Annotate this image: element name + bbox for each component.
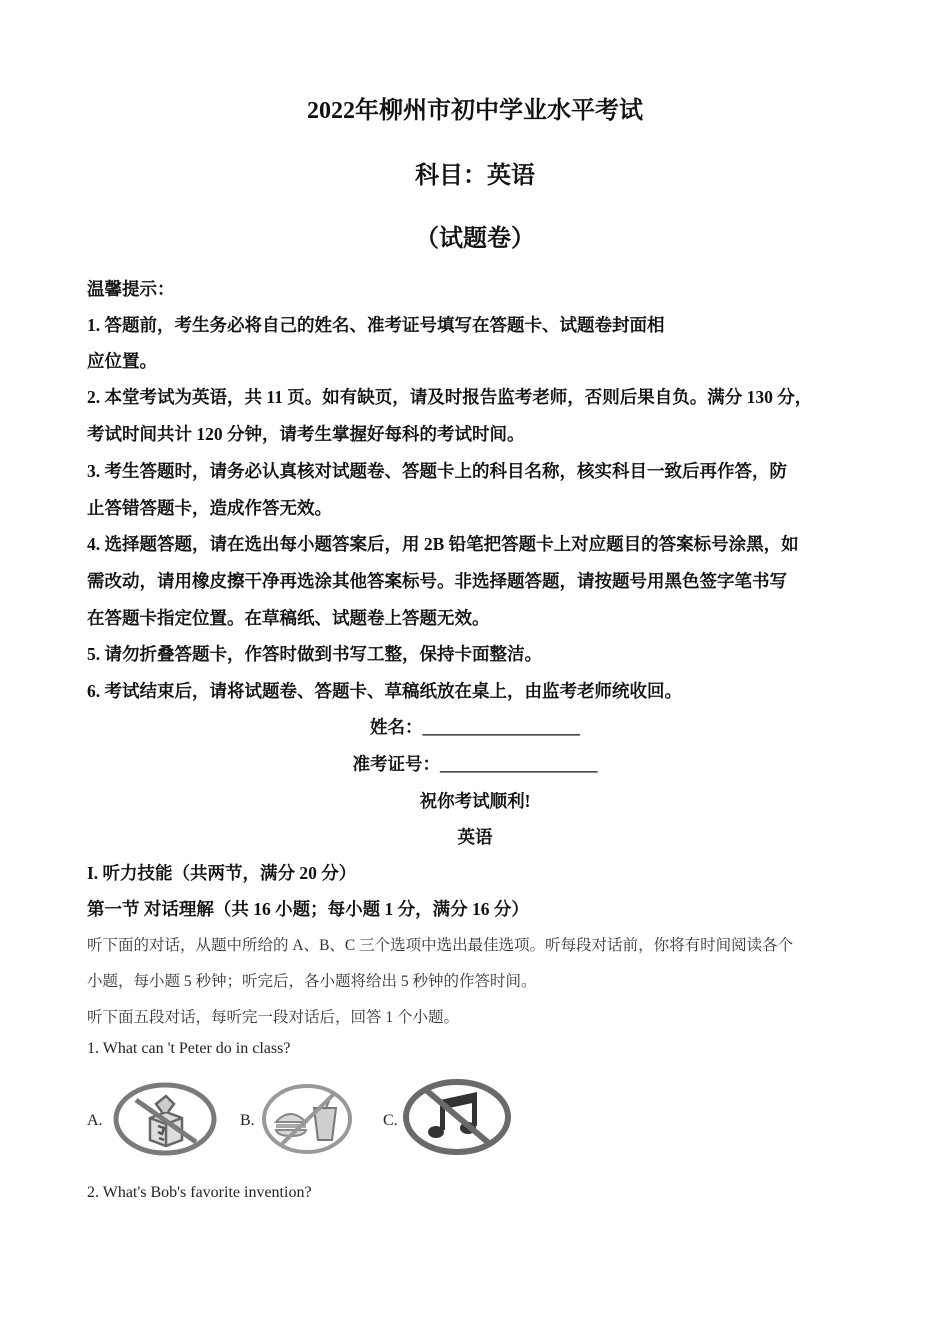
notice-line: 2. 本堂考试为英语，共 11 页。如有缺页，请及时报告监考老师，否则后果自负。满分 130 分， bbox=[87, 387, 813, 407]
option-label: C. bbox=[383, 1112, 398, 1129]
exam-number-field: 准考证号：__________________ bbox=[352, 754, 598, 774]
notice-line: 考试时间共计 120 分钟，请考生掌握好每科的考试时间。 bbox=[87, 424, 525, 444]
notice-line: 在答题卡指定位置。在草稿纸、试题卷上答题无效。 bbox=[87, 608, 490, 628]
question-text: 2. What's Bob's favorite invention? bbox=[87, 1184, 312, 1201]
good-luck-text: 祝你考试顺利! bbox=[419, 791, 531, 811]
notice-line: 5. 请勿折叠答题卡，作答时做到书写工整，保持卡面整洁。 bbox=[87, 644, 542, 664]
notice-line: 6. 考试结束后，请将试题卷、答题卡、草稿纸放在桌上，由监考老师统收回。 bbox=[87, 681, 682, 701]
no-music-icon bbox=[402, 1078, 512, 1156]
notice-line: 1. 答题前，考生务必将自己的姓名、准考证号填写在答题卡、试题卷封面相 bbox=[87, 315, 665, 335]
notice-line: 4. 选择题答题，请在选出每小题答案后，用 2B 铅笔把答题卡上对应题目的答案标号涂黑，如 bbox=[87, 534, 799, 554]
notice-line: 3. 考生答题时，请务必认真核对试题卷、答题卡上的科目名称，核实科目一致后再作答，防 bbox=[87, 461, 787, 481]
subject-title: 科目：英语 bbox=[415, 163, 535, 189]
notice-line: 需改动，请用橡皮擦干净再选涂其他答案标号。非选择题答题，请按题号用黑色签字笔书写 bbox=[87, 571, 787, 591]
question-text: 1. What can 't Peter do in class? bbox=[87, 1040, 291, 1057]
no-toy-icon bbox=[112, 1082, 218, 1156]
instruction-text: 听下面的对话，从题中所给的 A、B、C 三个选项中选出最佳选项。听每段对话前，你将有时间阅读各个 bbox=[87, 937, 794, 954]
notice-line: 止答错答题卡，造成作答无效。 bbox=[87, 498, 332, 518]
instruction-text: 听下面五段对话，每听完一段对话后，回答 1 个小题。 bbox=[87, 1009, 460, 1026]
paper-type: （试题卷） bbox=[415, 226, 535, 252]
part-title: I. 听力技能（共两节，满分 20 分） bbox=[87, 863, 357, 883]
option-label: A. bbox=[87, 1112, 103, 1129]
subject-heading: 英语 bbox=[457, 827, 493, 847]
no-food-drink-icon bbox=[260, 1082, 354, 1156]
section-subtitle: 第一节 对话理解（共 16 小题；每小题 1 分，满分 16 分） bbox=[87, 899, 529, 919]
notice-line: 应位置。 bbox=[87, 351, 157, 371]
instruction-text: 小题，每小题 5 秒钟；听完后，各小题将给出 5 秒钟的作答时间。 bbox=[87, 973, 537, 990]
exam-title: 2022年柳州市初中学业水平考试 bbox=[307, 98, 643, 124]
notice-heading: 温馨提示： bbox=[87, 279, 175, 299]
name-field: 姓名：__________________ bbox=[370, 717, 580, 737]
option-label: B. bbox=[240, 1112, 255, 1129]
